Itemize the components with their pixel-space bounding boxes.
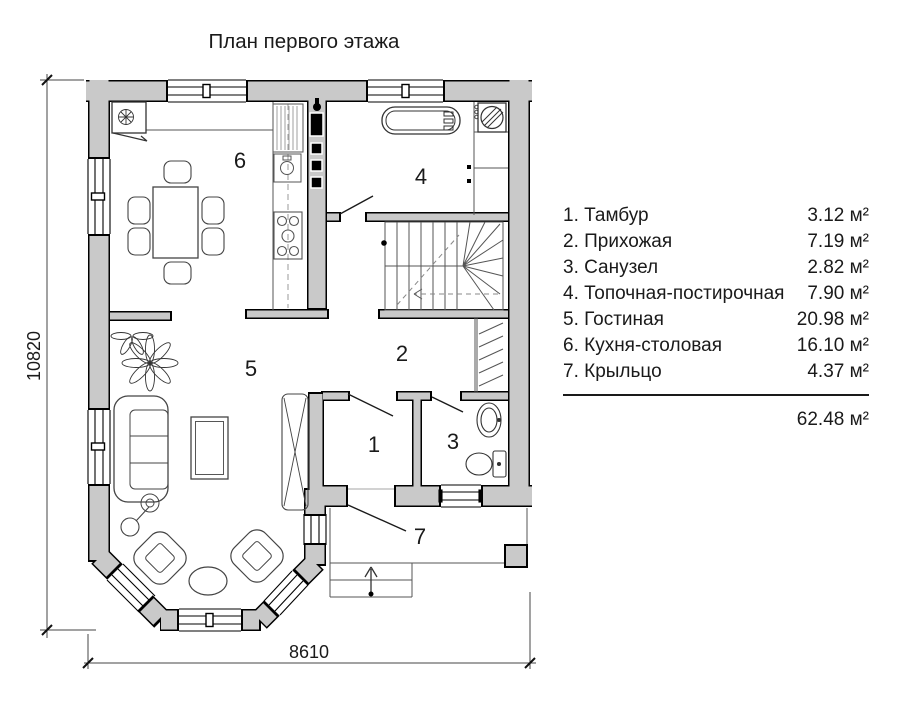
legend-row-3: [563, 255, 869, 281]
plant-large: [111, 333, 178, 392]
legend-room-name: 4. Топочная-постирочная: [563, 283, 785, 304]
floor-lamp: [121, 507, 149, 536]
legend-row-5: [563, 307, 869, 333]
dimension-height-label: 10820: [24, 330, 44, 382]
dimension-left: [40, 74, 96, 638]
legend-row-4: [563, 281, 869, 307]
room-label-7: 7: [413, 524, 427, 549]
fridge: [112, 102, 147, 141]
legend-row-2: [563, 229, 869, 255]
room-label-6: 6: [233, 148, 247, 173]
legend-room-area: 4.37 м²: [807, 361, 869, 382]
plant-small: [141, 494, 159, 512]
porch-column: [505, 545, 527, 567]
legend-divider: [563, 394, 869, 396]
legend-room-name: 2. Прихожая: [563, 231, 673, 252]
bathroom-sink: [477, 403, 501, 437]
porch-outline: [330, 508, 527, 597]
dining-chairs: [128, 161, 224, 284]
legend: [563, 203, 869, 433]
room-label-2: 2: [395, 341, 409, 366]
dining-table: [153, 187, 198, 258]
legend-room-area: 7.90 м²: [807, 283, 869, 304]
kitchen-counter: [146, 102, 288, 310]
entrance-arrow: [365, 567, 377, 597]
legend-room-area: 16.10 м²: [796, 335, 869, 356]
toilet: [466, 451, 506, 477]
legend-room-name: 7. Крыльцо: [563, 361, 662, 382]
sofa: [114, 396, 168, 502]
legend-room-area: 2.82 м²: [807, 257, 869, 278]
vent-shafts: [310, 113, 323, 188]
room-label-1: 1: [367, 432, 381, 457]
bathtub: [382, 107, 460, 134]
page-title: План первого этажа: [208, 30, 400, 53]
legend-room-area: 7.19 м²: [807, 231, 869, 252]
washing-machine: [478, 103, 506, 132]
room-label-5: 5: [244, 356, 258, 381]
staircase: [381, 222, 503, 310]
legend-room-name: 6. Кухня-столовая: [563, 335, 723, 356]
walls-fill: [86, 80, 532, 620]
legend-room-name: 5. Гостиная: [563, 309, 664, 330]
side-table: [189, 567, 227, 595]
legend-room-name: 1. Тамбур: [563, 205, 649, 226]
closet-hatch: [475, 318, 503, 392]
legend-row-6: [563, 333, 869, 359]
legend-total: 62.48 м²: [796, 409, 869, 430]
legend-row-1: [563, 203, 869, 229]
coffee-table: [191, 417, 228, 479]
room-label-4: 4: [414, 164, 428, 189]
room-label-3: 3: [446, 429, 460, 454]
legend-row-7: [563, 359, 869, 385]
dimension-width-label: 8610: [288, 642, 330, 662]
legend-room-name: 3. Санузел: [563, 257, 659, 278]
legend-room-area: 3.12 м²: [807, 205, 869, 226]
armchair: [226, 525, 288, 587]
legend-room-area: 20.98 м²: [796, 309, 869, 330]
